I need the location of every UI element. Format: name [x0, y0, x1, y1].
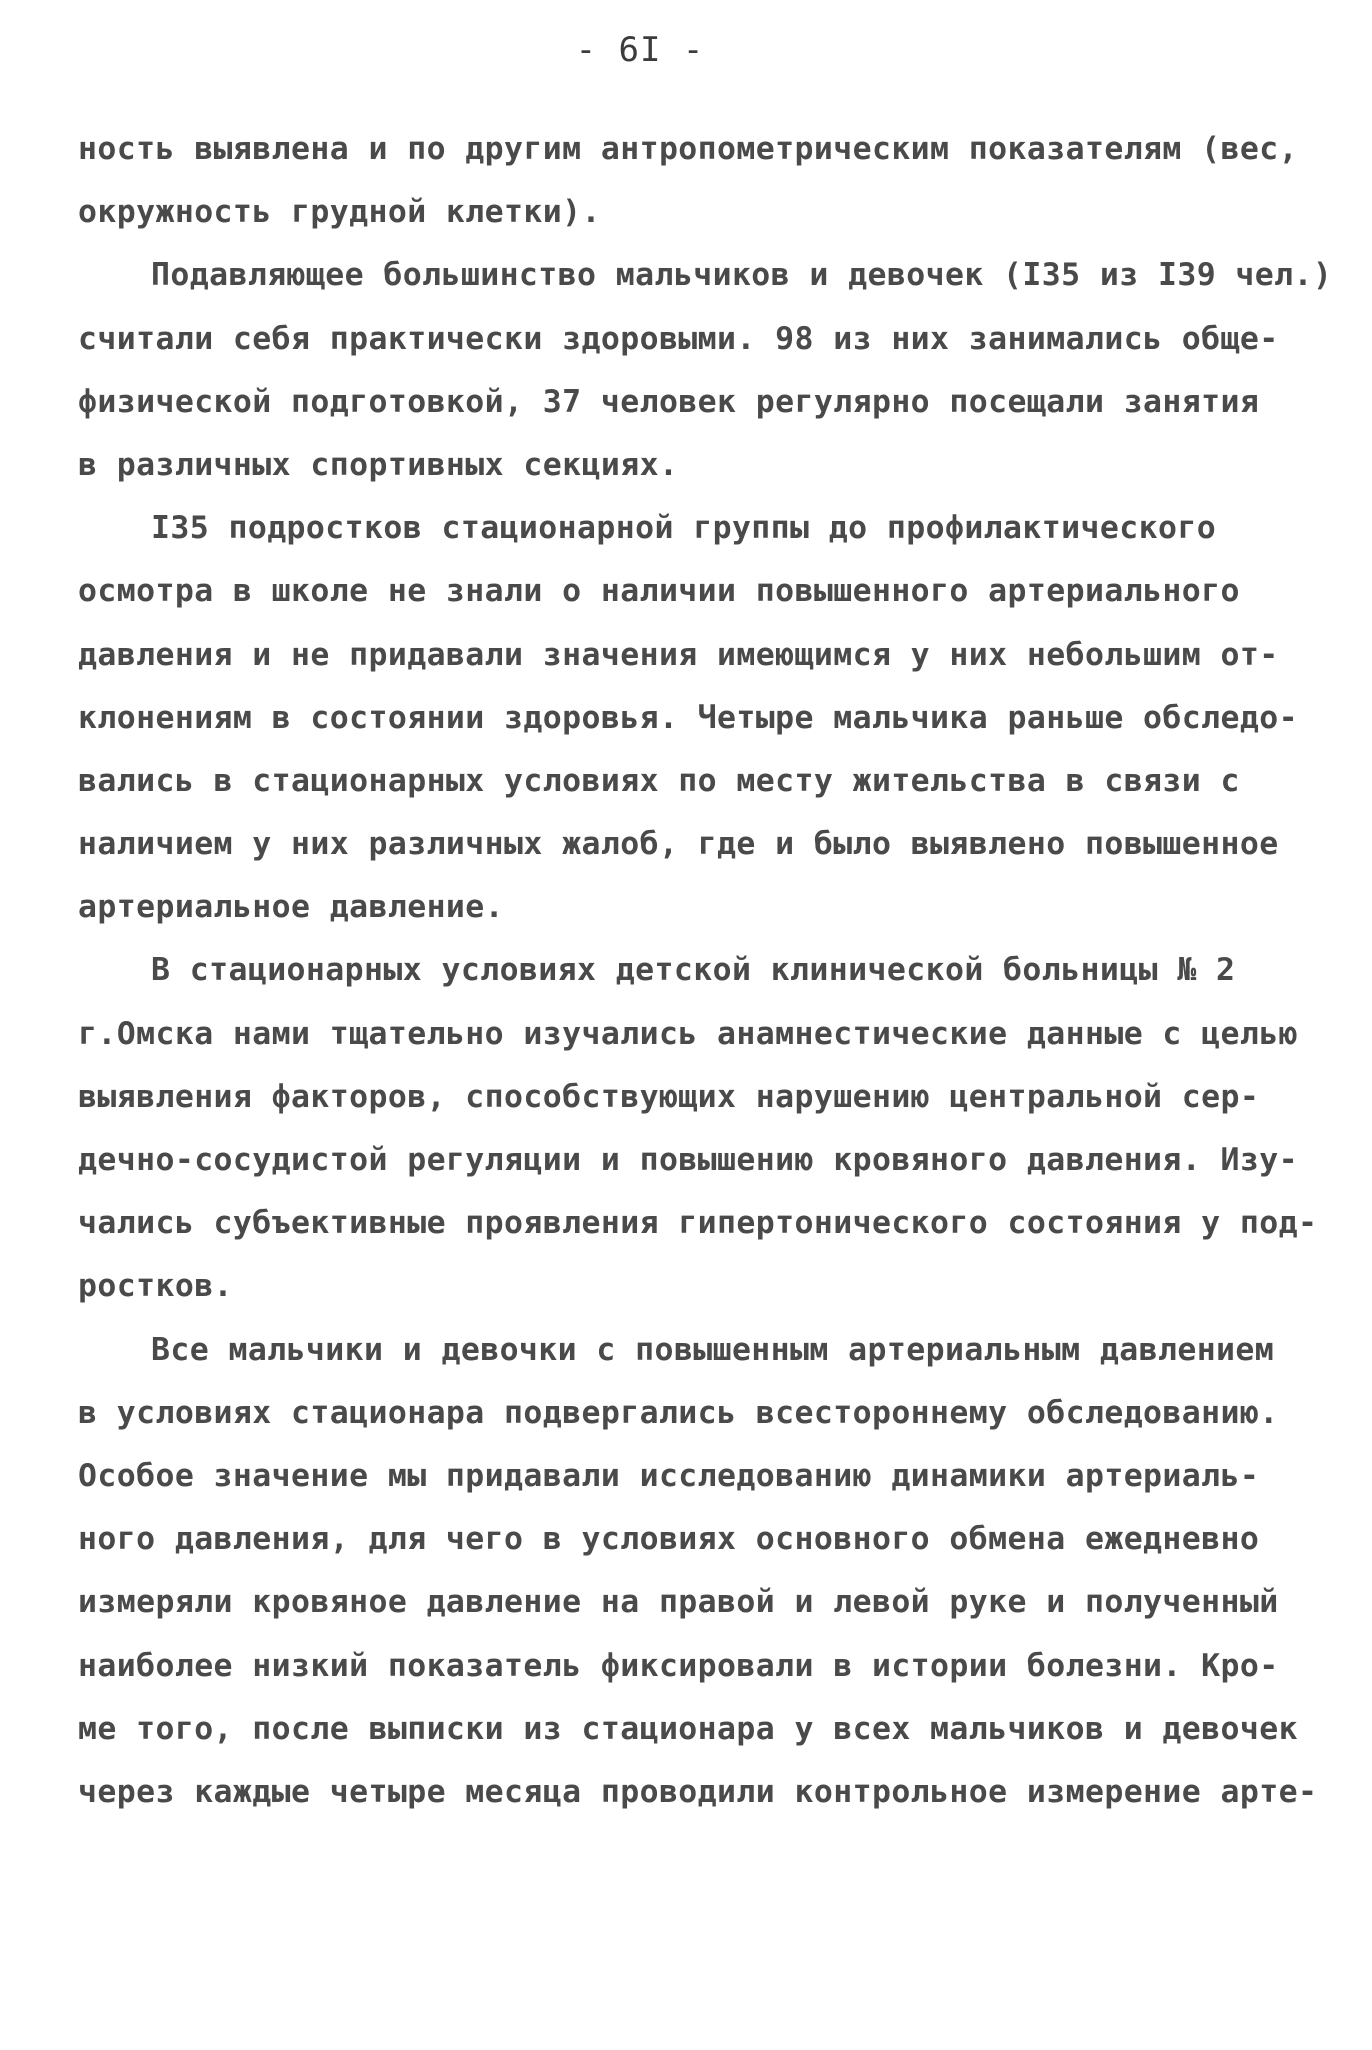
text-line: Все мальчики и девочки с повышенным артериальным давлением: [151, 1331, 1275, 1368]
text-line: выявления факторов, способствующих нарушению центральной сер-: [78, 1078, 1260, 1115]
text-line: ного давления, для чего в условиях основного обмена ежедневно: [78, 1521, 1260, 1558]
text-line: считали себя практически здоровыми. 98 из них занимались обще-: [78, 320, 1279, 357]
text-line: в различных спортивных секциях.: [78, 446, 679, 483]
paragraph: [78, 939, 1318, 1318]
text-line: окружность грудной клетки).: [78, 194, 601, 231]
text-line: измеряли кровяное давление на правой и левой руке и полученный: [78, 1584, 1279, 1621]
text-line: в условиях стационара подвергались всестороннему обследованию.: [78, 1394, 1279, 1431]
paragraph: [78, 1319, 1318, 1825]
paragraph: [78, 118, 1298, 244]
text-line: физической подготовкой, 37 человек регулярно посещали занятия: [78, 383, 1260, 420]
text-line: осмотра в школе не знали о наличии повышенного артериального: [78, 573, 1240, 610]
text-line: давления и не придавали значения имеющимся у них небольшим от-: [78, 636, 1279, 673]
text-line: ность выявлена и по другим антропометрическим показателям (вес,: [78, 131, 1298, 167]
page-number: - 6I -: [575, 30, 705, 70]
paragraph: [78, 497, 1298, 939]
text-line: ростков.: [78, 1268, 233, 1305]
text-line: наиболее низкий показатель фиксировали в истории болезни. Кро-: [78, 1647, 1279, 1684]
text-line: клонениям в состоянии здоровья. Четыре мальчика раньше обследо-: [78, 699, 1298, 736]
text-line: В стационарных условиях детской клинической больницы № 2: [151, 952, 1236, 989]
text-line: через каждые четыре месяца проводили контрольное измерение арте-: [78, 1773, 1318, 1810]
text-line: г.Омска нами тщательно изучались анамнестические данные с целью: [78, 1015, 1298, 1052]
text-line: артериальное давление.: [78, 889, 505, 926]
text-line: Особое значение мы придавали исследованию динамики артериаль-: [78, 1457, 1260, 1494]
text-line: Подавляющее большинство мальчиков и девочек (I35 из I39 чел.): [151, 257, 1333, 294]
text-line: вались в стационарных условиях по месту жительства в связи с: [78, 762, 1240, 799]
paragraph: [78, 244, 1333, 497]
text-line: I35 подростков стационарной группы до профилактического: [151, 510, 1217, 547]
text-line: ме того, после выписки из стационара у всех мальчиков и девочек: [78, 1710, 1298, 1747]
text-line: наличием у них различных жалоб, где и было выявлено повышенное: [78, 826, 1279, 863]
body-text: [78, 118, 1333, 1824]
text-line: чались субъективные проявления гипертонического состояния у под-: [78, 1205, 1318, 1242]
text-line: дечно-сосудистой регуляции и повышению кровяного давления. Изу-: [78, 1142, 1298, 1178]
